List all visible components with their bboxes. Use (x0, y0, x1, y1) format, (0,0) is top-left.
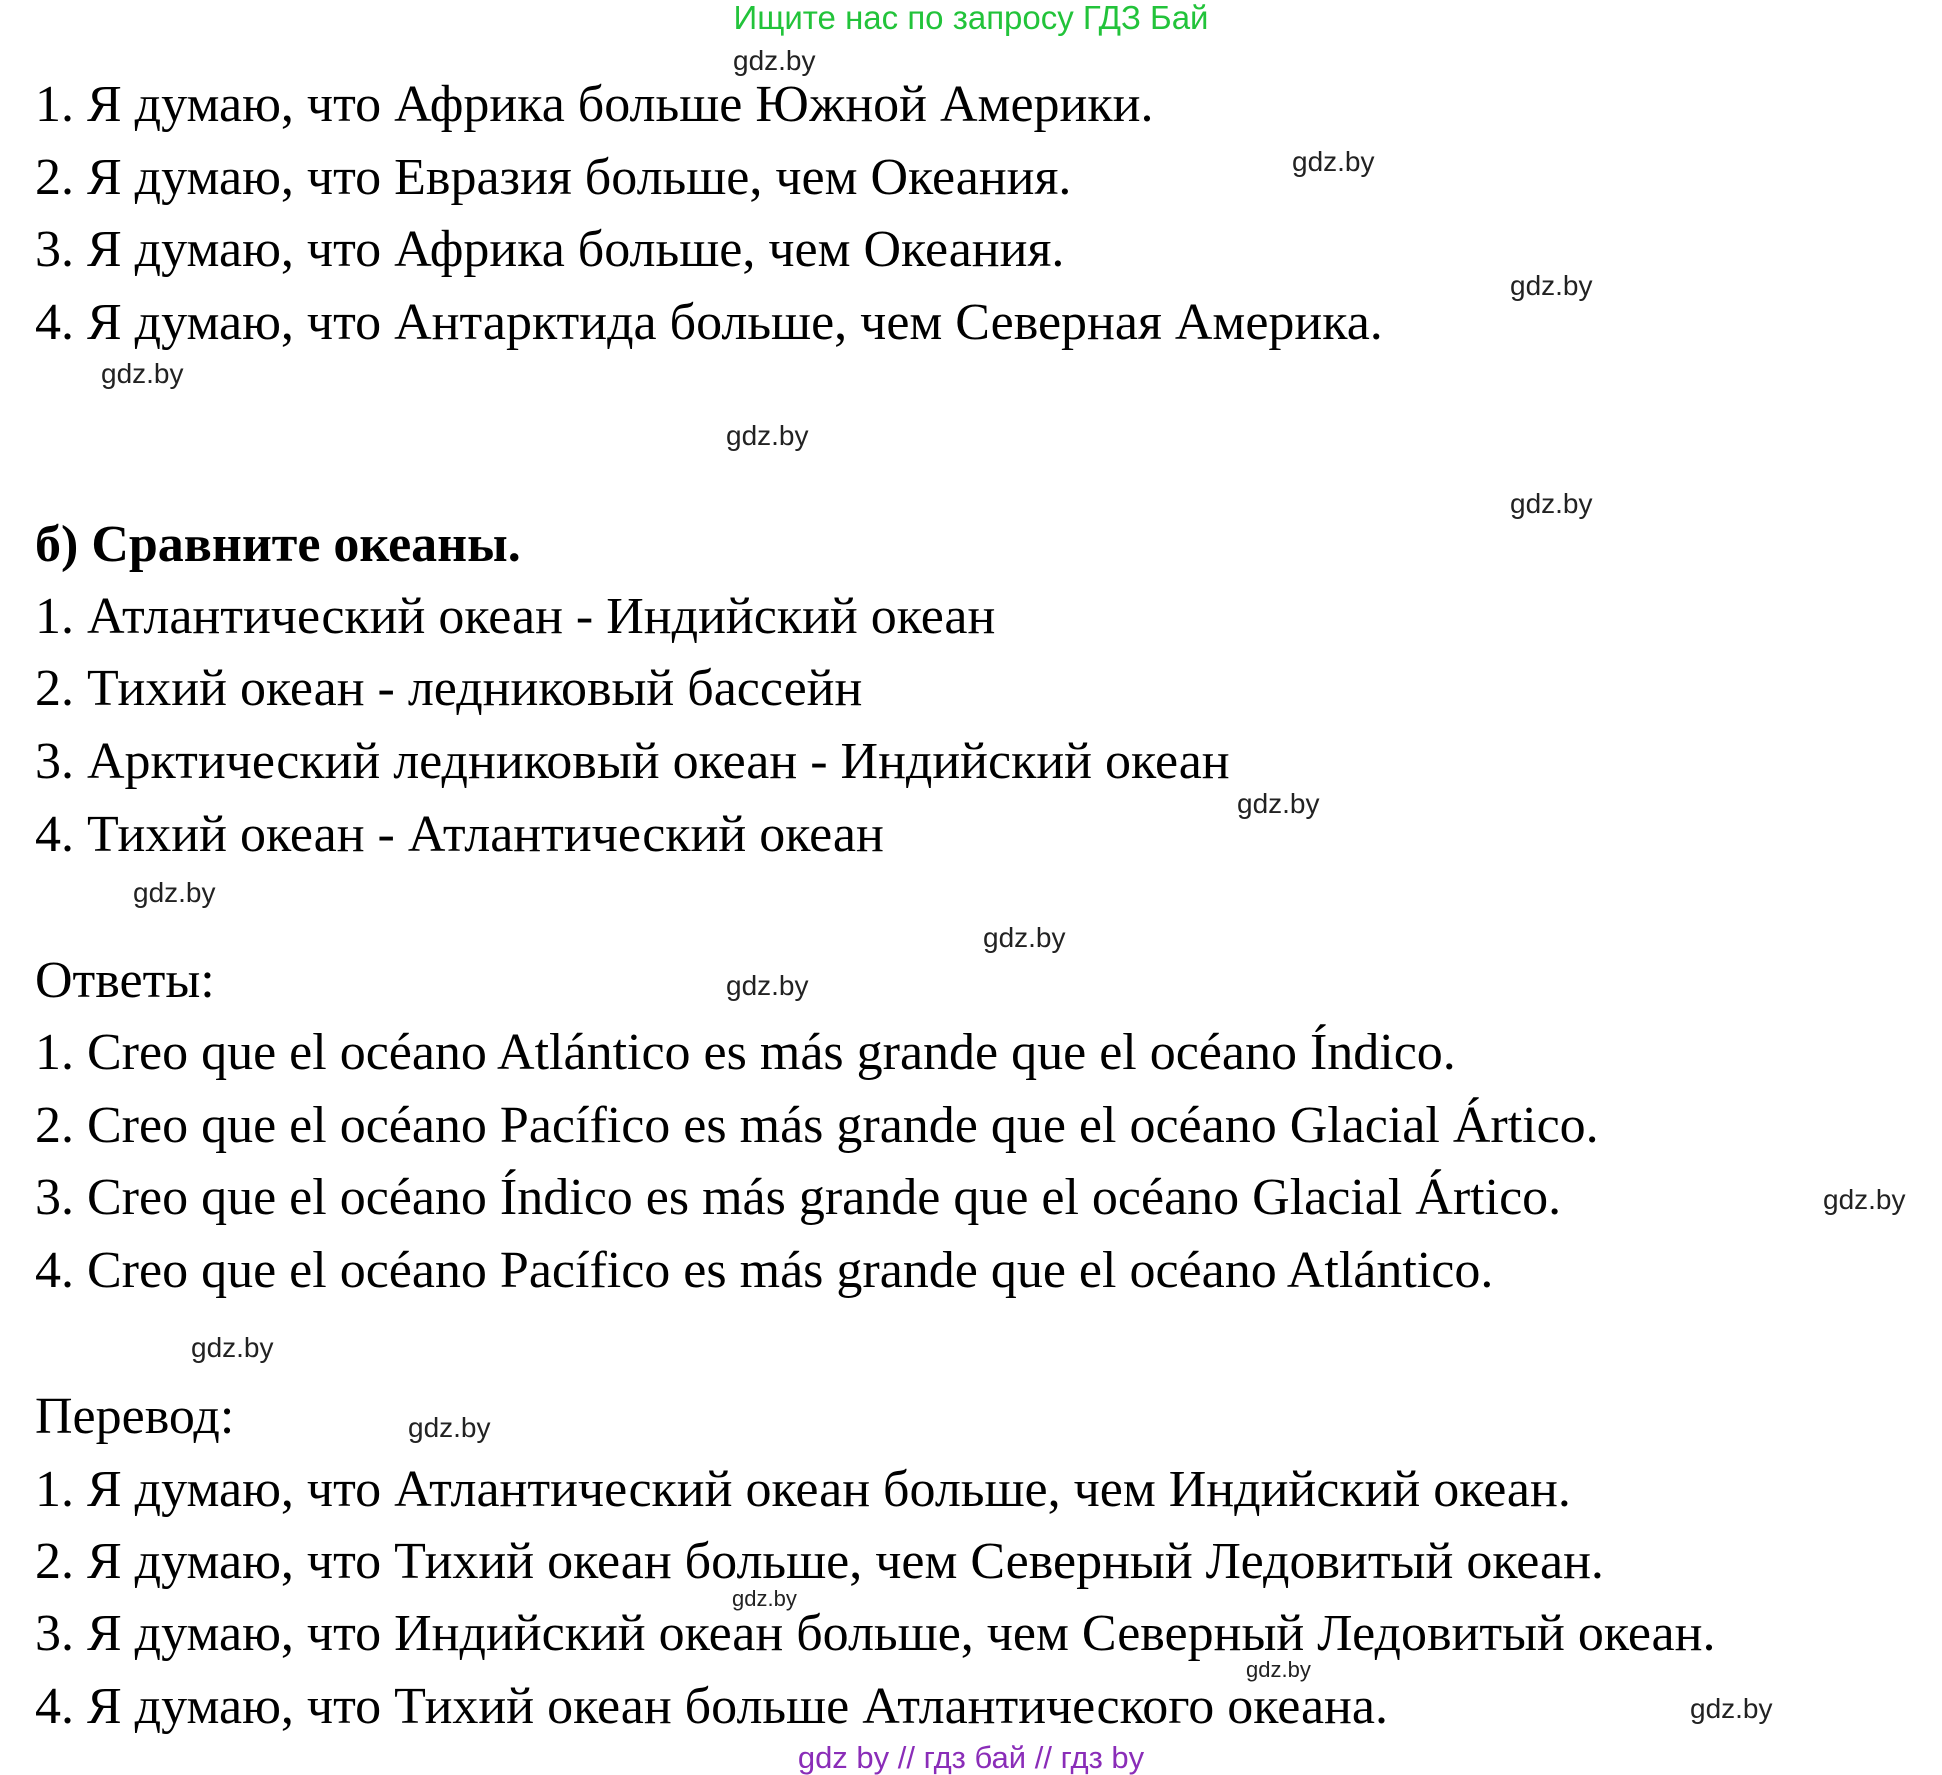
sentence-a-3: 3. Я думаю, что Африка больше, чем Океания. (35, 221, 1065, 278)
translation-label: Перевод: (35, 1388, 235, 1445)
watermark: gdz.by (733, 45, 816, 76)
watermark: gdz.by (133, 877, 216, 908)
answer-line-4: 4. Creo que el océano Pacífico es más grande que el océano Atlántico. (35, 1242, 1494, 1299)
ocean-pair-1: 1. Атлантический океан - Индийский океан (35, 588, 996, 645)
footer-link-gdz-bai[interactable]: гдз бай (923, 1740, 1027, 1775)
answer-line-2: 2. Creo que el océano Pacífico es más grande que el océano Glacial Ártico. (35, 1097, 1599, 1154)
watermark: gdz.by (1823, 1184, 1906, 1215)
watermark: gdz.by (1510, 270, 1593, 301)
answer-line-3: 3. Creo que el océano Índico es más grande que el océano Glacial Ártico. (35, 1169, 1562, 1226)
watermark: gdz.by (1690, 1693, 1773, 1724)
watermark: gdz.by (983, 922, 1066, 953)
sentence-a-1: 1. Я думаю, что Африка больше Южной Америки. (35, 76, 1154, 133)
ocean-pair-2: 2. Тихий океан - ледниковый бассейн (35, 660, 863, 717)
footer-links (0, 1741, 1942, 1775)
ocean-pair-4: 4. Тихий океан - Атлантический океан (35, 806, 884, 863)
footer-separator: // (1034, 1740, 1052, 1775)
footer-separator: // (897, 1740, 916, 1775)
footer-link-gdz-by-cyr[interactable]: гдз by (1060, 1740, 1145, 1775)
top-banner: Ищите нас по запросу ГДЗ Бай (733, 0, 1209, 36)
watermark: gdz.by (726, 970, 809, 1001)
footer-link-gdz-by[interactable]: gdz by (797, 1740, 890, 1775)
answers-label: Ответы: (35, 952, 215, 1009)
watermark: gdz.by (191, 1332, 274, 1363)
sentence-a-2: 2. Я думаю, что Евразия больше, чем Океания. (35, 149, 1072, 206)
watermark: gdz.by (408, 1412, 491, 1443)
translation-line-2: 2. Я думаю, что Тихий океан больше, чем Северный Ледовитый океан. (35, 1533, 1604, 1590)
watermark: gdz.by (101, 358, 184, 389)
watermark: gdz.by (1246, 1657, 1311, 1682)
answer-line-1: 1. Creo que el océano Atlántico es más grande que el océano Índico. (35, 1024, 1456, 1081)
watermark: gdz.by (1237, 788, 1320, 819)
ocean-pair-3: 3. Арктический ледниковый океан - Индийский океан (35, 733, 1230, 790)
sentence-a-4: 4. Я думаю, что Антарктида больше, чем Северная Америка. (35, 294, 1383, 351)
watermark: gdz.by (726, 420, 809, 451)
watermark: gdz.by (1510, 488, 1593, 519)
translation-line-4: 4. Я думаю, что Тихий океан больше Атлантического океана. (35, 1678, 1388, 1735)
watermark: gdz.by (732, 1586, 797, 1611)
translation-line-3: 3. Я думаю, что Индийский океан больше, чем Северный Ледовитый океан. (35, 1605, 1716, 1662)
section-b-heading: б) Сравните океаны. (35, 516, 521, 573)
translation-line-1: 1. Я думаю, что Атлантический океан больше, чем Индийский океан. (35, 1461, 1571, 1518)
watermark: gdz.by (1292, 146, 1375, 177)
